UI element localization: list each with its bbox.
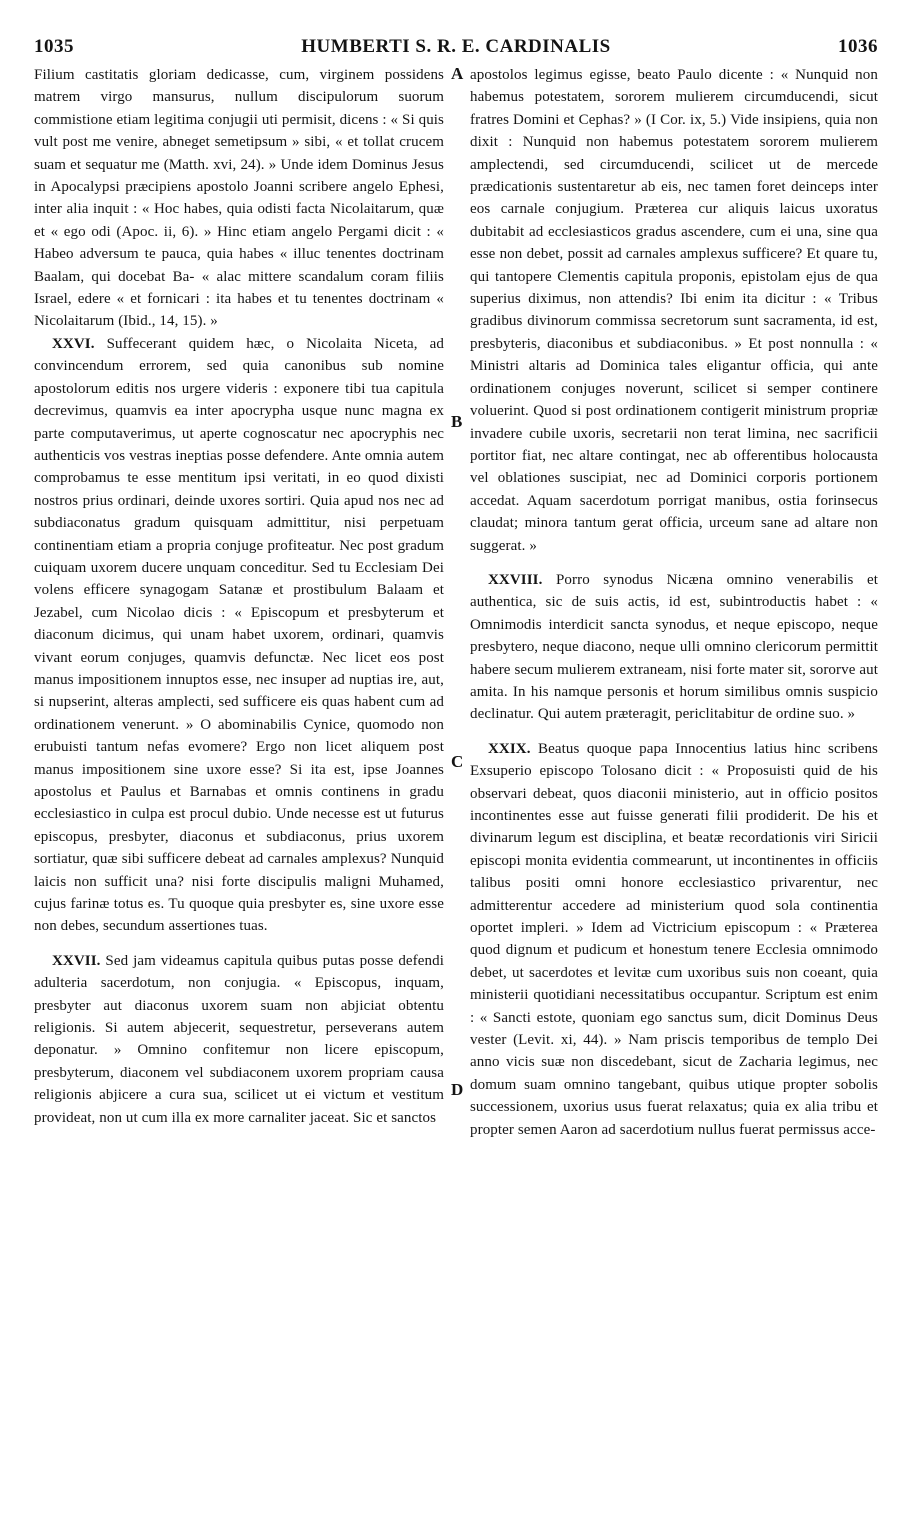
margin-marker-a: A [451,64,464,83]
section-number: XXVII. [52,952,101,969]
paragraph-xxvii [34,950,444,1129]
paragraph-xxix [470,738,878,1141]
running-title: HUMBERTI S. R. E. CARDINALIS [301,36,611,57]
section-number: XXIX. [488,740,531,757]
left-column [34,64,444,1129]
margin-marker-b: B [451,412,463,431]
page-number-left: 1035 [34,36,74,57]
paragraph-continued: apostolos legimus egisse, beato Paulo dicente : « Nunquid non habemus potestatem, sororem mulierem circumducendi, sicut fratres Domini et Cephas? » (I Cor. ix, 5.) Vide insipiens, quia non dixit : Nunquid non habemus potestatem sororem mulierem amplectendi, sed circumducendi, scilicet ut de mercede prædicationis sustentaretur ab eis, nec tamen foret deinceps inter eos carnale conjugium. Præterea cur aliquis laicus uxoratus dubitabit ad ecclesiasticos gradus ascendere, cum ei una, sine qua esse non debet, possit ad carnales amplexus sufficere? Et quare tu, qui tantopere Clementis capitula proponis, epistolam ejus de qua superius diximus, non attendis? Ibi enim ita dicitur : « Tribus gradibus divinorum commissa secretorum sunt sacramenta, id est, presbyteris, diaconibus et subdiaconibus. » Et post nonnulla : « Ministri altaris ad Dominica tales eligantur officia, qui ante ordinationem conjuges noverunt, scilicet si semper continere voluerint. Quod si post ordinationem contigerit ministrum propriæ invadere cubile uxoris, secretarii non terat limina, nec sacrificii portitor fiat, nec altare contingat, nec ab offerentibus holocausta vel oblationes suscipiat, nec ad Dominici corporis portionem accedat. Aquam sacerdotum porrigat manibus, ostia forinsecus claudat; minora tantum gerat officia, urceum sane ad altare non suggerat. » [470,67,878,554]
paragraph-xxvi [34,333,444,938]
paragraph-continued: Filium castitatis gloriam dedicasse, cum, virginem possidens matrem virgo mansurus, nullum discipulorum suorum commistione etiam legitima conjugii uti permisit, dicens : « Si quis vult post me venire, abneget semetipsum » sibi, « et tollat crucem suam et sequatur me (Matth. xvi, 24). » Unde idem Dominus Jesus in Apocalypsi præcipiens apostolo Joanni scribere angelo Ephesi, inter alia inquit : « Hoc habes, quia odisti facta Nicolaitarum, quæ et « ego odi (Apoc. ii, 6). » Hinc etiam angelo Pergami dicit : « Habeo adversum te pauca, quia habes « illuc tenentes doctrinam Baalam, qui docebat Ba- « alac mittere scandalum coram filiis Israel, edere « et fornicari : ita habes et tu tenentes doctrinam « Nicolaitarum (Ibid., 14, 15). » [34,67,444,330]
margin-marker-c: C [451,752,464,771]
paragraph-text: Sed jam videamus capitula quibus putas posse defendi adulteria sacerdotum, non conjugia. « Episcopus, inquam, presbyter aut diaconus uxorem suam non abjiciat obtentu religionis. Si autem abjecerit, sequestretur, perseverans autem deponatur. » Omnino confitemur non licere episcopum, presbyterum, diaconem vel subdiaconem uxorem propriam causa religionis abjicere a cura sua, scilicet ut ei victum et vestitum provideat, non ut cum illa ex more carnaliter jaceat. Sic et sanctos [34,952,444,1126]
right-column [470,64,878,1141]
page-number-right: 1036 [838,36,878,57]
paragraph-xxviii [470,569,878,726]
paragraph-text: Porro synodus Nicæna omnino venerabilis et authentica, sic de suis actis, id est, subintroductis habet : « Omnimodis interdicit sancta synodus, et neque episcopo, neque presbytero, neque diacono, neque ulli omnino clericorum permittit habere secum mulierem extraneam, nisi forte mater sit, sororve aut amita. In his namque personis et horum similibus omnis suspicio declinatur. Qui autem præteragit, periclitabitur de ordine suo. » [470,571,878,723]
margin-marker-d: D [451,1080,464,1099]
paragraph-text: Beatus quoque papa Innocentius latius hinc scribens Exsuperio episcopo Tolosano dicit : « Proposuisti quid de his observari debeat, quos diaconii ministerio, aut in officio positos incontinentes esse aut fuisse generati filii prodiderit. De his et divinarum legum est disciplina, et beatæ recordationis viri Siricii episcopi monita evidentia commearunt, ut incontinentes in officiis talibus positi omni honore ecclesiastico privarentur, nec admitterentur accedere ad ministerium quod sola continentia oportet impleri. » Idem ad Victricium episcopum : « Præterea quod dignum et pudicum et honestum tenere Ecclesia omnimodo debet, ut sacerdotes et levitæ cum uxoribus suis non coeant, quia ministerii quotidiani necessitatibus occupantur. Scriptum est enim : « Sancti estote, quoniam ego sanctus sum, dicit Dominus Deus vester (Levit. xi, 44). » Nam priscis temporibus de templo Dei anno vicis suæ non discedebant, sicut de Zacharia legimus, nec domum suam omnino tangebant, quibus utique propter sobolis successionem, uxorius usus fuerat relaxatus; quia ex alia tribu et propter semen Aaron ad sacerdotium nullus fuerat permissus acce- [470,740,878,1138]
section-number: XXVI. [52,335,95,352]
page-header [34,36,878,60]
section-number: XXVIII. [488,571,543,588]
paragraph-text: Suffecerant quidem hæc, o Nicolaita Niceta, ad convincendum errorem, sed quia canonibus sub nomine apostolorum editis nos urgere videris : exponere tibi tua capitula decrevimus, quamvis ea inter apocrypha usque nunc magna ex parte computaverimus, ut aperte cognoscatur nec apocryphis nec authenticis vos vestras ineptias posse defendere. Ante omnia autem comprobamus te esse mentitum ipsi veritati, in eo quod dixisti nostros prius ordinari, deinde uxores sortiri. Quia apud nos nec ad subdiaconatus gradum quisquam admittitur, nisi perpetuam continentiam etiam a propria conjuge profiteatur. Nec post gradum cuiquam uxorem ducere unquam conceditur. Sed tu Ecclesiam Dei volens efficere synagogam Satanæ et prostibulum Balaam et Jezabel, cum Nicolao dicis : « Episcopum et presbyterum et diaconum dicimus, qui unam habet uxorem, ordinari, quamvis vivant eorum conjuges, quamvis defunctæ. Nec licet eos post manus impositionem innuptos esse, nec insuper ad nuptias ire, aut, si nupserint, alteras amplecti, sed sufficere eis quas habent cum ad ordinationem venerunt. » O abominabilis Cynice, quomodo non erubuisti tantum nefas evomere? Ergo non licet aliquem post manus impositionem sine uxore esse? Si ita est, ipse Joannes apostolus et Paulus et Barnabas et omnis continens in gradu ecclesiastico in culpa est procul dubio. Unde necesse est ut futurus episcopus, presbyter, diaconus et subdiaconus, prius uxorem sortiatur, quæ sibi sufficere debeat ad carnales amplexus? Nunquid laicis non sufficit una? nisi forte discipulis maligni Muhamed, cujus farinæ totus es. Tu quoque quia presbyter es, sine uxore esse non debes, secundum assertiones tuas. [34,335,444,935]
